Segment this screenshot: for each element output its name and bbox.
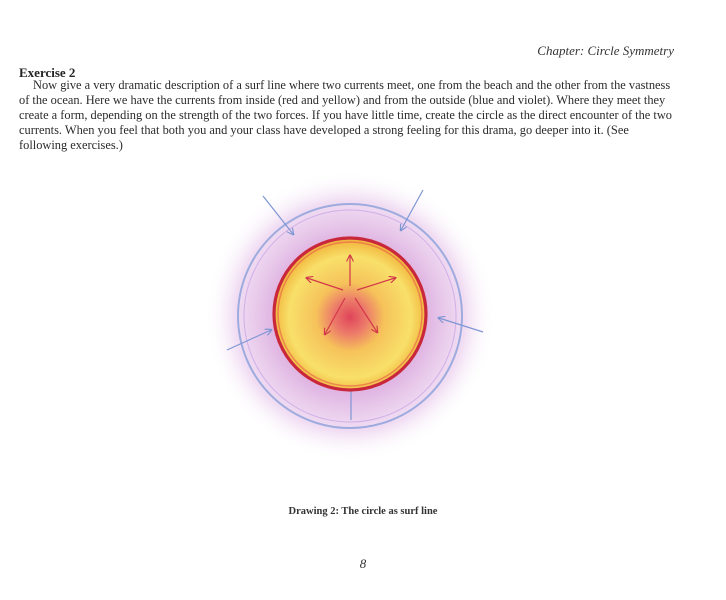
page-number: 8 — [359, 556, 367, 571]
exercise-title: Exercise 2 — [19, 65, 76, 80]
figure-caption: Drawing 2: The circle as surf line — [288, 506, 438, 517]
circle-surf-line-drawing — [205, 168, 505, 468]
chapter-header: Chapter: Circle Symmetry — [537, 43, 674, 58]
exercise-body: Now give a very dramatic description of a surf line where two currents meet, one from the beach and the other from the vastness of the ocean. Here we have the currents from inside (red and yellow) and from the outside (blue and violet). Where they meet they create a form, depending on the strength of the two forces. If you have little time, create the circle as the direct encounter of the two currents. When you feel that both you and your class have developed a strong feeling for this drama, go deeper into it. (See following exercises.) — [19, 78, 672, 152]
